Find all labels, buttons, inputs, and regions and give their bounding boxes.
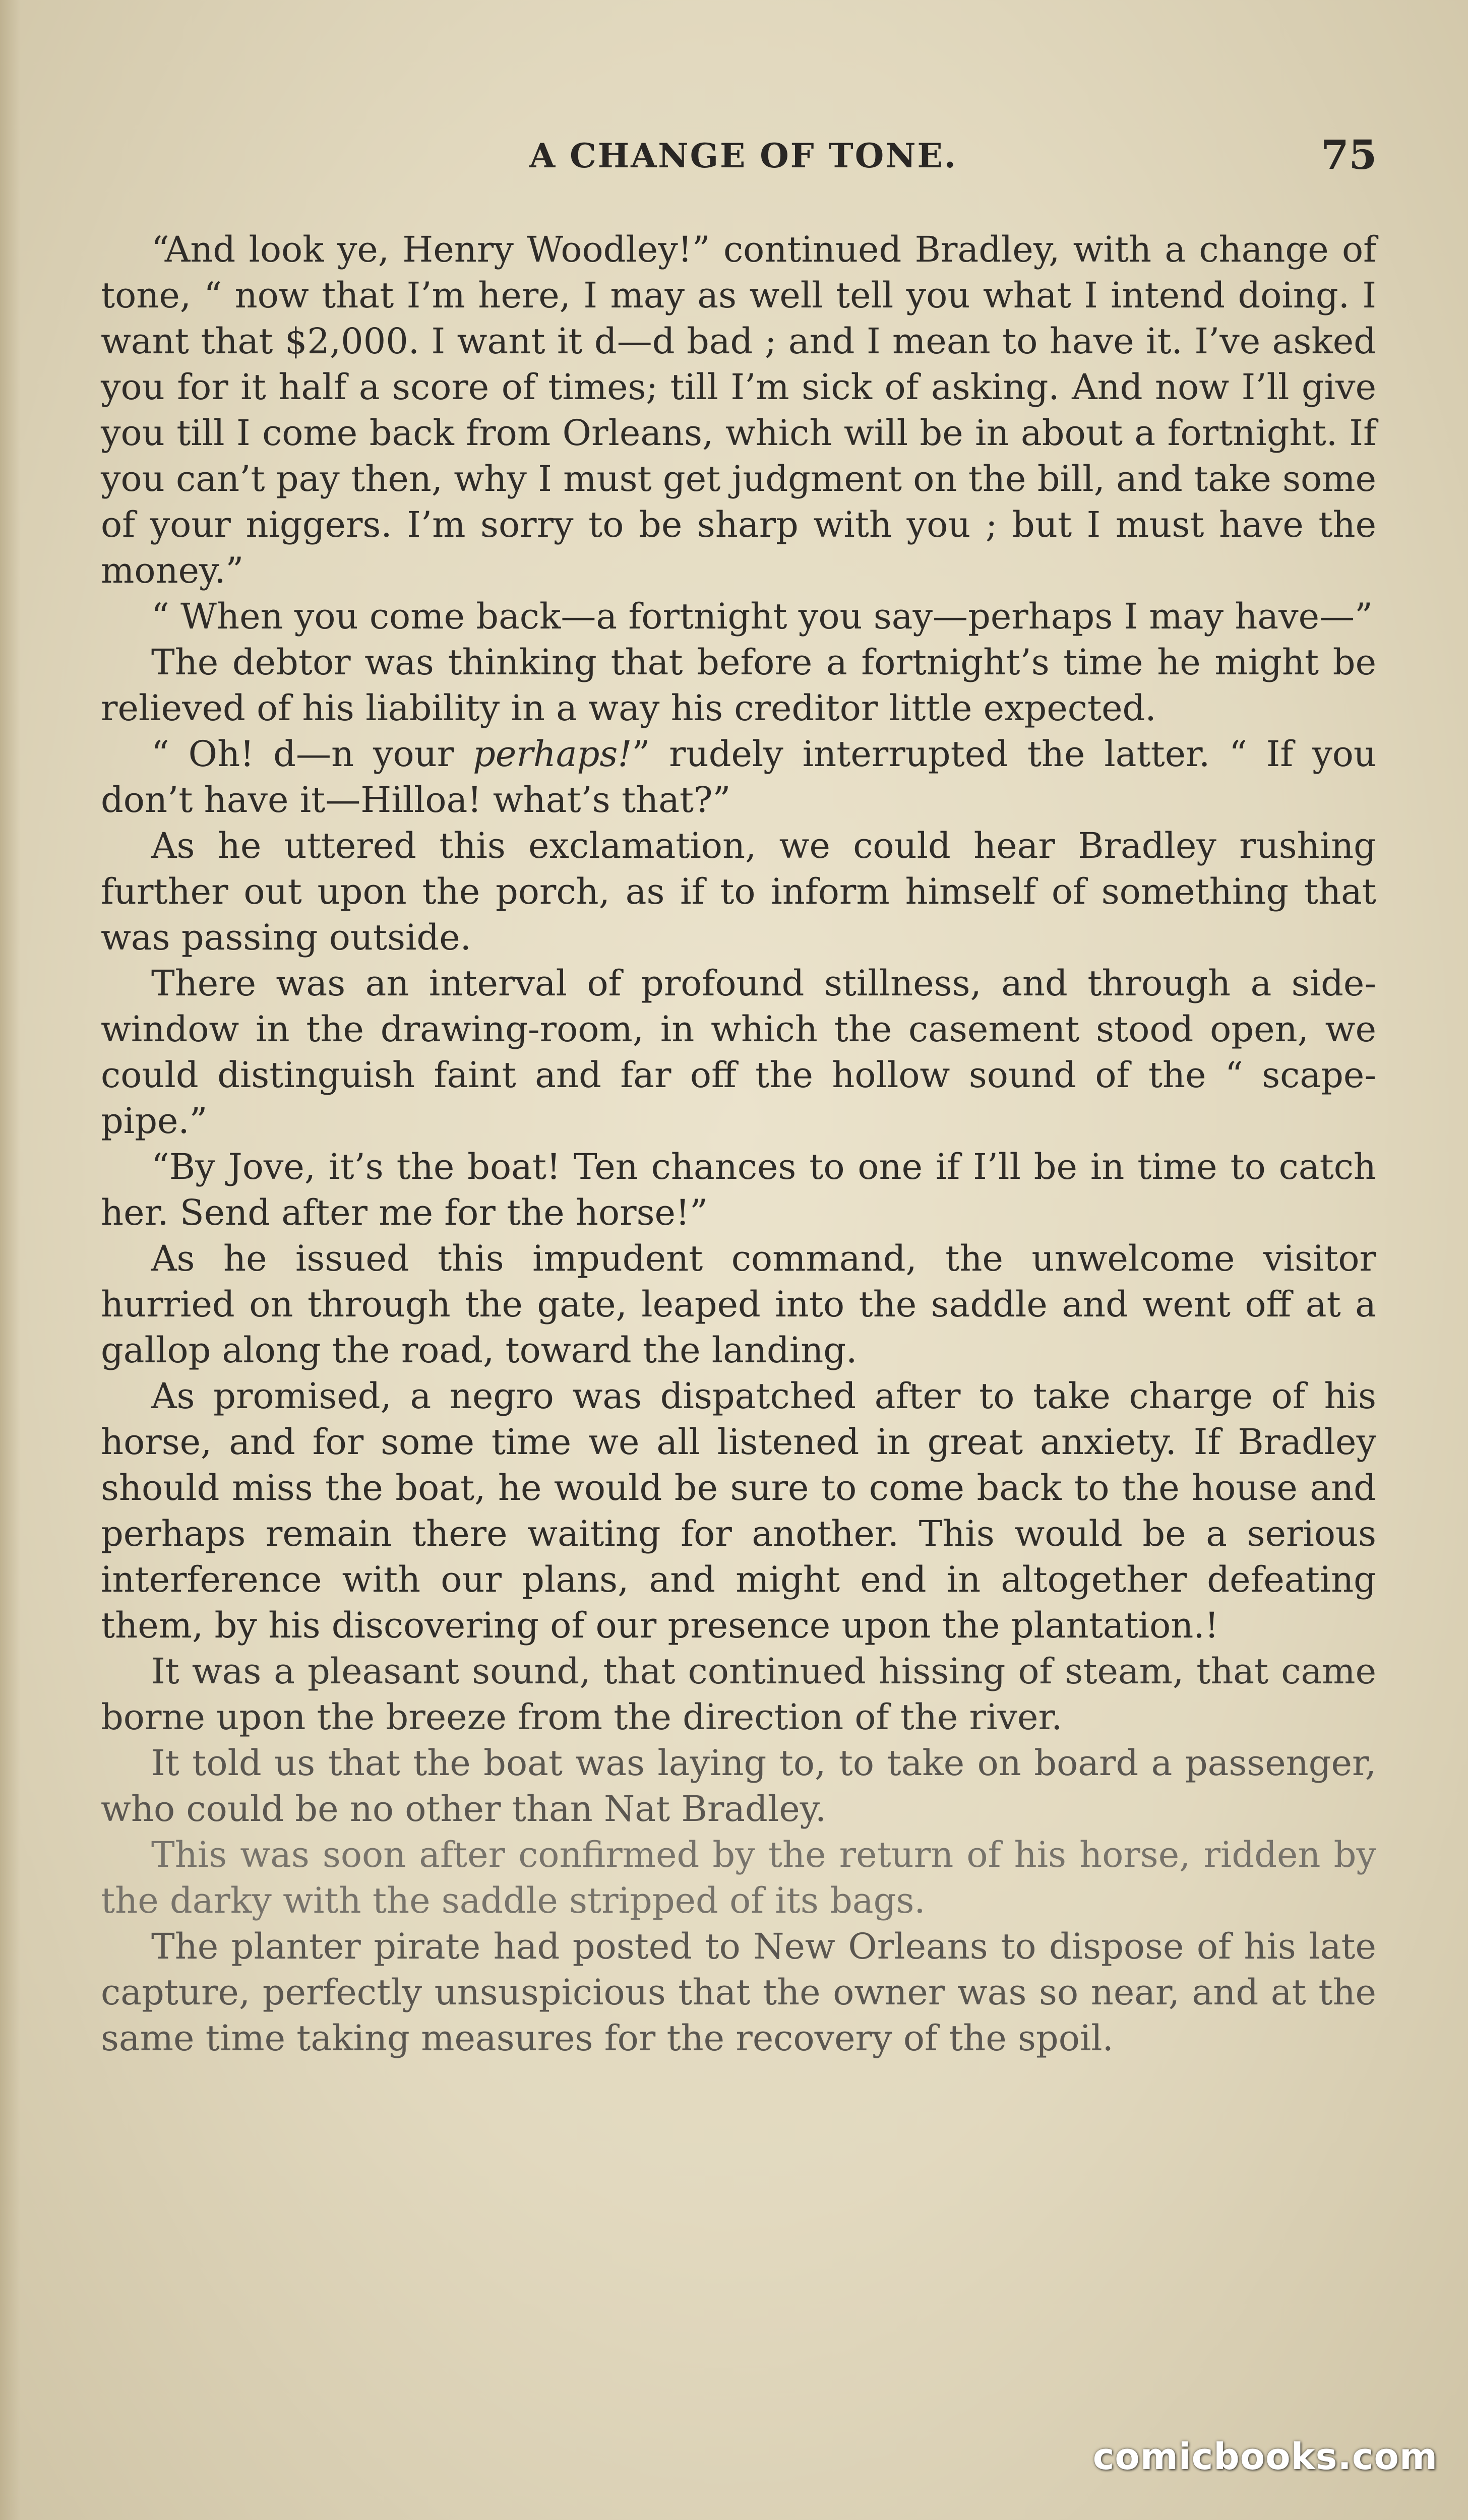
paragraph: The debtor was thinking that before a fortnight’s time he might be relieved of his liability in a way his creditor little expected. (101, 642, 1376, 729)
paragraph: As he uttered this exclamation, we could hear Bradley rushing further out upon the porch, as if to inform himself of something that was passing outside. (101, 825, 1376, 958)
page-edge-shadow (0, 0, 20, 2520)
paragraph: “ When you come back—a fortnight you say—perhaps I may have—” (151, 596, 1373, 637)
paragraph: “By Jove, it’s the boat! Ten chances to one if I’ll be in time to catch her. Send after me for the horse!” (101, 1146, 1376, 1233)
paragraph: The planter pirate had posted to New Orleans to dispose of his late capture, perfectly unsuspicious that the owner was so near, and at the same time taking measures for the recovery of the spoil. (101, 1926, 1376, 2059)
running-title: A CHANGE OF TONE. (529, 136, 957, 175)
paragraph: As promised, a negro was dispatched after to take charge of his horse, and for some time we all listened in great anxiety. If Bradley should miss the boat, he would be sure to come back to the house and perhaps remain there waiting for another. This would be a serious interference with our plans, and might end in altogether defeating them, by his discovering of our presence upon the plantation.! (101, 1375, 1376, 1646)
body-text (101, 227, 1376, 2061)
page-number: 75 (1321, 131, 1377, 178)
page-header (0, 131, 1468, 192)
paragraph: There was an interval of profound stillness, and through a side-window in the drawing-room, in which the casement stood open, we could distinguish faint and far off the hollow sound of the “ scape-pipe.” (101, 963, 1376, 1142)
paragraph: It was a pleasant sound, that continued hissing of steam, that came borne upon the breeze from the direction of the river. (101, 1651, 1376, 1738)
paragraph: As he issued this impudent command, the unwelcome visitor hurried on through the gate, leaped into the saddle and went off at a gallop along the road, toward the landing. (101, 1238, 1376, 1371)
paragraph: This was soon after confirmed by the return of his horse, ridden by the darky with the saddle stripped of its bags. (101, 1834, 1376, 1921)
paragraph-with-italic (101, 731, 1376, 823)
paragraph: It told us that the boat was laying to, to take on board a passenger, who could be no other than Nat Bradley. (101, 1742, 1376, 1830)
paragraph: “And look ye, Henry Woodley!” continued Bradley, with a change of tone, “ now that I’m here, I may as well tell you what I intend doing. I want that $2,000. I want it d—d bad ; and I mean to have it. I’ve asked you for it half a score of times; till I’m sick of asking. And now I’ll give you till I come back from Orleans, which will be in about a fortnight. If you can’t pay then, why I must get judgment on the bill, and take some of your niggers. I’m sorry to be sharp with you ; but I must have the money.” (101, 229, 1376, 591)
watermark: comicbooks.com (1092, 2435, 1438, 2478)
paragraph-segment: “ Oh! d—n your (151, 733, 473, 775)
paragraph-segment: ” rudely interrupted the latter. “ If you don’t have it—Hilloa! what’s that?” (101, 733, 1376, 821)
italic-word: perhaps! (473, 733, 632, 775)
